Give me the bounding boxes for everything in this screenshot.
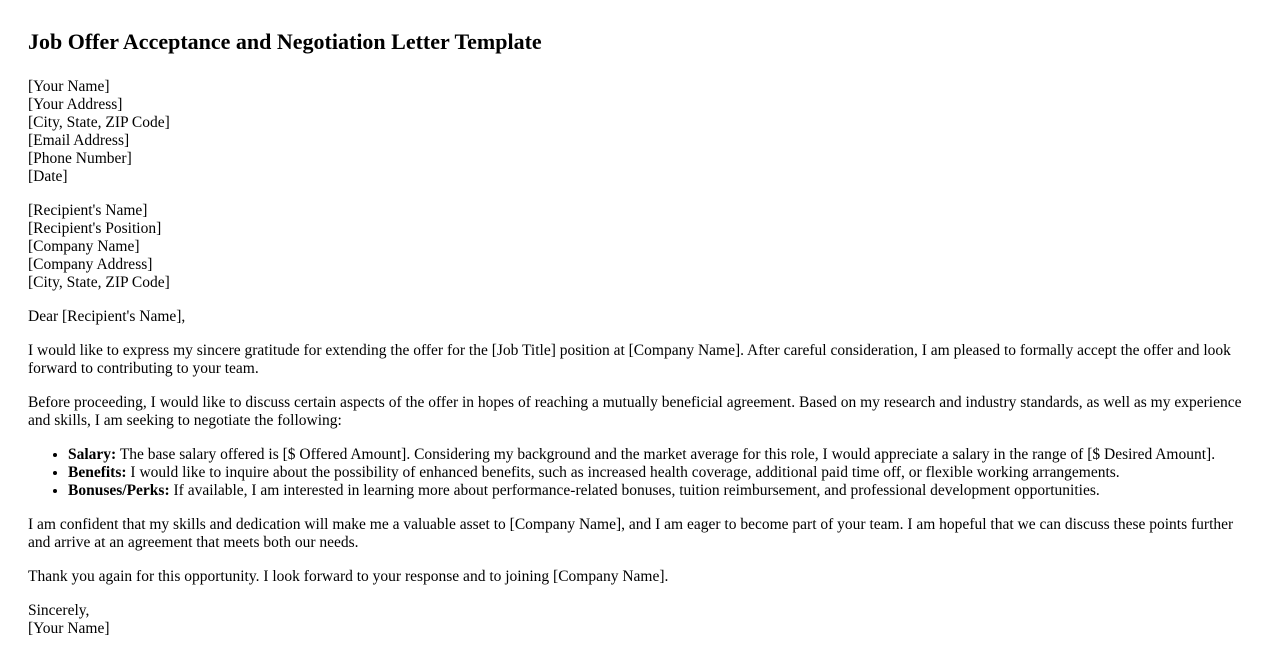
salutation: Dear [Recipient's Name],: [28, 308, 186, 325]
list-item-salary: [68, 446, 1250, 464]
list-item-label: Benefits:: [68, 464, 127, 481]
sender-address: [Your Address]: [28, 96, 123, 113]
paragraph-gratitude: I would like to express my sincere gratitude for extending the offer for the [Job Title] position at [Company Name]. After careful consideration, I am pleased to formally accept the offer and look forward to contributing to your team.: [28, 342, 1231, 377]
list-item-text: If available, I am interested in learning more about performance-related bonuses, tuition reimbursement, and professional development opportunities.: [169, 482, 1100, 499]
sender-name: [Your Name]: [28, 78, 110, 95]
paragraph-thanks: Thank you again for this opportunity. I look forward to your response and to joining [Company Name].: [28, 568, 669, 585]
signature-block: [28, 602, 1250, 638]
sender-phone: [Phone Number]: [28, 150, 132, 167]
page-title: Job Offer Acceptance and Negotiation Letter Template: [28, 29, 542, 54]
recipient-address-block: [28, 202, 1250, 292]
recipient-name: [Recipient's Name]: [28, 202, 148, 219]
recipient-company-name: [Company Name]: [28, 238, 140, 255]
recipient-company-address: [Company Address]: [28, 256, 153, 273]
list-item-label: Bonuses/Perks:: [68, 482, 170, 499]
paragraph-confidence: I am confident that my skills and dedication will make me a valuable asset to [Company Name], and I am eager to become part of your team. I am hopeful that we can discuss these points further and arrive at an agreement that meets both our needs.: [28, 516, 1234, 551]
sender-address-block: [28, 78, 1250, 186]
closing: Sincerely,: [28, 602, 90, 619]
list-item-label: Salary:: [68, 446, 117, 463]
signature-name: [Your Name]: [28, 620, 110, 637]
list-item-text: I would like to inquire about the possibility of enhanced benefits, such as increased health coverage, additional paid time off, or flexible working arrangements.: [126, 464, 1120, 481]
negotiation-list: [28, 446, 1250, 500]
recipient-position: [Recipient's Position]: [28, 220, 162, 237]
list-item-bonuses: [68, 482, 1250, 500]
list-item-text: The base salary offered is [$ Offered Amount]. Considering my background and the market average for this role, I would appreciate a salary in the range of [$ Desired Amount].: [116, 446, 1216, 463]
paragraph-negotiation-intro: Before proceeding, I would like to discuss certain aspects of the offer in hopes of reaching a mutually beneficial agreement. Based on my research and industry standards, as well as my experience and skills, I am seeking to negotiate the following:: [28, 394, 1242, 429]
sender-city-state-zip: [City, State, ZIP Code]: [28, 114, 170, 131]
sender-email: [Email Address]: [28, 132, 130, 149]
list-item-benefits: [68, 464, 1250, 482]
sender-date: [Date]: [28, 168, 68, 185]
recipient-city-state-zip: [City, State, ZIP Code]: [28, 274, 170, 291]
